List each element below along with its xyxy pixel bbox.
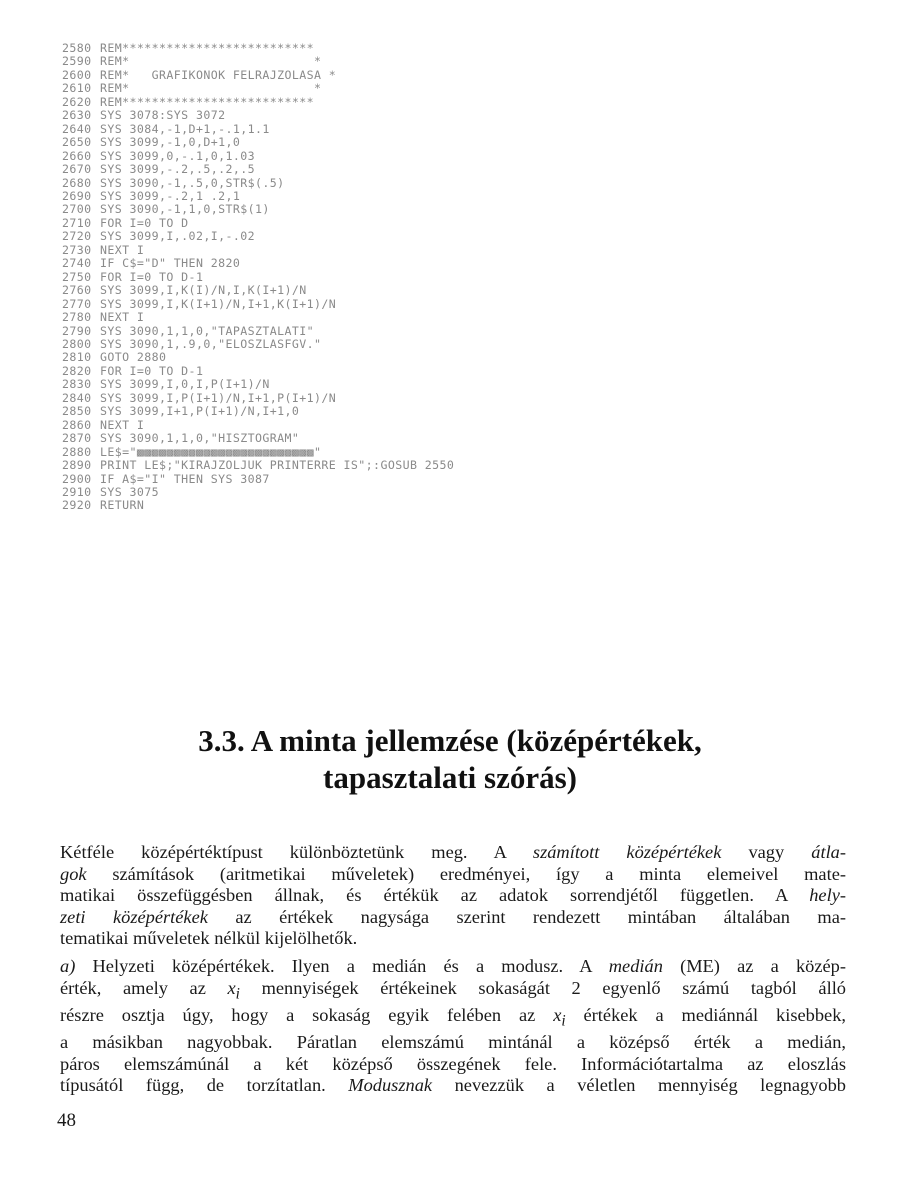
text-run: a másikban nagyobbak. Páratlan elemszámú mintánál a középső érték a medián, xyxy=(60,1032,846,1053)
code-text: SYS 3090,1,1,0,"TAPASZTALATI" xyxy=(100,323,315,338)
code-text: RETURN xyxy=(100,498,145,513)
line-number: 2730 xyxy=(62,242,92,257)
code-line xyxy=(62,123,454,136)
text-run: tematikai műveletek nélkül kijelölhetők. xyxy=(60,928,358,949)
code-line xyxy=(62,82,454,95)
line-number: 2770 xyxy=(62,296,92,311)
code-text: REM* * xyxy=(100,54,322,69)
code-line xyxy=(62,351,454,364)
code-line xyxy=(62,177,454,190)
code-line xyxy=(62,284,454,297)
code-line xyxy=(62,298,454,311)
text-line xyxy=(60,907,846,929)
code-text: SYS 3099,0,-.1,0,1.03 xyxy=(100,148,255,163)
code-line xyxy=(62,325,454,338)
code-line xyxy=(62,230,454,243)
text-line xyxy=(60,1075,846,1097)
code-text: IF A$="I" THEN SYS 3087 xyxy=(100,471,270,486)
code-line xyxy=(62,69,454,82)
code-line xyxy=(62,190,454,203)
text-run: értékek a mediánnál kisebbek, xyxy=(565,1004,846,1025)
code-line xyxy=(62,392,454,405)
line-number: 2650 xyxy=(62,135,92,150)
italic-term: gok xyxy=(60,863,87,884)
text-run: (ME) az a közép- xyxy=(662,956,847,976)
code-line xyxy=(62,271,454,284)
code-text: REM************************** xyxy=(100,94,315,109)
italic-term: medián xyxy=(608,956,663,976)
code-text: SYS 3078:SYS 3072 xyxy=(100,108,226,123)
code-text: FOR I=0 TO D-1 xyxy=(100,269,204,284)
italic-term: hely- xyxy=(809,885,846,906)
code-text: SYS 3099,-1,0,D+1,0 xyxy=(100,135,241,150)
code-line xyxy=(62,311,454,324)
math-subscript: i xyxy=(561,1012,566,1030)
line-number: 2880 xyxy=(62,444,92,459)
line-number: 2910 xyxy=(62,484,92,499)
code-text: SYS 3099,I,0,I,P(I+1)/N xyxy=(100,377,270,392)
code-line xyxy=(62,257,454,270)
paragraph-positional-averages xyxy=(60,956,846,1097)
text-line xyxy=(60,864,846,886)
line-number: 2900 xyxy=(62,471,92,486)
line-number: 2870 xyxy=(62,431,92,446)
line-number: 2800 xyxy=(62,336,92,351)
text-run: Helyzeti középértékek. Ilyen a medián és a modusz. A xyxy=(75,956,609,976)
code-line xyxy=(62,42,454,55)
math-variable: x xyxy=(227,977,236,998)
text-run: érték, amely az xyxy=(60,977,228,998)
code-line xyxy=(62,217,454,230)
line-number: 2610 xyxy=(62,81,92,96)
line-number: 2710 xyxy=(62,215,92,230)
line-number: 2700 xyxy=(62,202,92,217)
code-text: FOR I=0 TO D-1 xyxy=(100,363,204,378)
code-line xyxy=(62,486,454,499)
text-line xyxy=(60,1005,846,1032)
text-run: vagy xyxy=(721,842,812,862)
code-line xyxy=(62,405,454,418)
code-line xyxy=(62,499,454,512)
code-line xyxy=(62,432,454,445)
code-text: SYS 3075 xyxy=(100,484,160,499)
text-run: nevezzük a véletlen mennyiség legnagyobb xyxy=(432,1075,846,1096)
italic-term: zeti középértékek xyxy=(60,906,208,927)
code-line xyxy=(62,109,454,122)
line-number: 2830 xyxy=(62,377,92,392)
math-subscript: i xyxy=(235,985,240,1003)
math-variable: x xyxy=(553,1004,562,1025)
code-text: SYS 3099,I,.02,I,-.02 xyxy=(100,229,255,244)
code-text: SYS 3099,-.2,.5,.2,.5 xyxy=(100,162,255,177)
code-line xyxy=(62,203,454,216)
code-line xyxy=(62,459,454,472)
code-line xyxy=(62,419,454,432)
code-line xyxy=(62,378,454,391)
text-run: matikai összefüggésben állnak, és értékük az adatok sorrendjétől független. A xyxy=(60,885,810,906)
page-number: 48 xyxy=(57,1110,76,1131)
code-text: NEXT I xyxy=(100,242,145,257)
line-number: 2580 xyxy=(62,41,92,55)
line-number: 2760 xyxy=(62,283,92,298)
text-line xyxy=(60,885,846,907)
line-number: 2740 xyxy=(62,256,92,271)
paragraph-intro xyxy=(60,842,846,950)
code-text: SYS 3099,I+1,P(I+1)/N,I+1,0 xyxy=(100,404,300,419)
line-number: 2780 xyxy=(62,310,92,325)
text-run: típusától függ, de torzítatlan. xyxy=(60,1075,349,1096)
line-number: 2850 xyxy=(62,404,92,419)
line-number: 2890 xyxy=(62,458,92,473)
code-text: REM* * xyxy=(100,81,322,96)
line-number: 2920 xyxy=(62,498,92,513)
code-line xyxy=(62,338,454,351)
code-line xyxy=(62,473,454,486)
text-line xyxy=(60,1032,846,1054)
text-run: számítások (aritmetikai műveletek) eredményei, így a minta elemeivel mate- xyxy=(86,863,846,884)
code-text: SYS 3090,-1,.5,0,STR$(.5) xyxy=(100,175,285,190)
code-text: NEXT I xyxy=(100,417,145,432)
line-number: 2630 xyxy=(62,108,92,123)
text-run: páros elemszámúnál a két középső összegének fele. Információtartalma az eloszlás xyxy=(60,1053,846,1074)
code-text: GOTO 2880 xyxy=(100,350,167,365)
line-number: 2640 xyxy=(62,121,92,136)
code-line xyxy=(62,446,454,459)
line-number: 2620 xyxy=(62,94,92,109)
code-text: REM* GRAFIKONOK FELRAJZOLASA * xyxy=(100,67,337,82)
text-line xyxy=(60,956,846,978)
code-line xyxy=(62,163,454,176)
line-number: 2600 xyxy=(62,67,92,82)
code-text: PRINT LE$;"KIRAJZOLJUK PRINTERRE IS";:GOSUB 2550 xyxy=(100,458,455,473)
section-heading xyxy=(0,722,900,796)
text-line xyxy=(60,842,846,864)
text-run: Kétféle középértéktípust különböztetünk meg. A xyxy=(60,842,533,862)
code-line xyxy=(62,136,454,149)
item-marker: a) xyxy=(60,956,76,976)
section-heading-line-2: tapasztalati szórás) xyxy=(323,760,577,795)
text-line xyxy=(60,1054,846,1076)
code-text: SYS 3099,I,P(I+1)/N,I+1,P(I+1)/N xyxy=(100,390,337,405)
line-number: 2810 xyxy=(62,350,92,365)
code-line xyxy=(62,150,454,163)
code-line xyxy=(62,365,454,378)
italic-term: Modusznak xyxy=(348,1075,433,1096)
text-line xyxy=(60,978,846,1005)
line-number: 2860 xyxy=(62,417,92,432)
code-text: SYS 3099,-.2,1 .2,1 xyxy=(100,188,241,203)
text-line xyxy=(60,928,846,950)
line-number: 2660 xyxy=(62,148,92,163)
basic-code-listing xyxy=(62,42,454,513)
line-number: 2840 xyxy=(62,390,92,405)
line-number: 2590 xyxy=(62,54,92,69)
code-text: IF C$="D" THEN 2820 xyxy=(100,256,241,271)
code-text: LE$="▩▩▩▩▩▩▩▩▩▩▩▩▩▩▩▩▩▩▩▩▩▩▩▩" xyxy=(100,444,322,459)
line-number: 2680 xyxy=(62,175,92,190)
italic-term: átla- xyxy=(811,842,846,862)
code-line xyxy=(62,96,454,109)
section-heading-line-1: 3.3. A minta jellemzése (középértékek, xyxy=(198,723,702,758)
line-number: 2670 xyxy=(62,162,92,177)
text-run: az értékek nagysága szerint rendezett mintában általában ma- xyxy=(207,906,846,927)
italic-term: számított középértékek xyxy=(532,842,722,862)
code-text: SYS 3099,I,K(I+1)/N,I+1,K(I+1)/N xyxy=(100,296,337,311)
line-number: 2820 xyxy=(62,363,92,378)
code-text: SYS 3099,I,K(I)/N,I,K(I+1)/N xyxy=(100,283,307,298)
code-text: REM************************** xyxy=(100,41,315,55)
code-text: SYS 3090,1,1,0,"HISZTOGRAM" xyxy=(100,431,300,446)
text-run: mennyiségek értékeinek sokaságát 2 egyenlő számú tagból álló xyxy=(239,977,846,998)
code-text: FOR I=0 TO D xyxy=(100,215,189,230)
code-line xyxy=(62,55,454,68)
code-text: SYS 3090,1,.9,0,"ELOSZLASFGV." xyxy=(100,336,322,351)
line-number: 2790 xyxy=(62,323,92,338)
code-line xyxy=(62,244,454,257)
code-text: SYS 3084,-1,D+1,-.1,1.1 xyxy=(100,121,270,136)
line-number: 2690 xyxy=(62,188,92,203)
line-number: 2720 xyxy=(62,229,92,244)
text-run: részre osztja úgy, hogy a sokaság egyik felében az xyxy=(60,1004,554,1025)
code-text: NEXT I xyxy=(100,310,145,325)
line-number: 2750 xyxy=(62,269,92,284)
code-text: SYS 3090,-1,1,0,STR$(1) xyxy=(100,202,270,217)
